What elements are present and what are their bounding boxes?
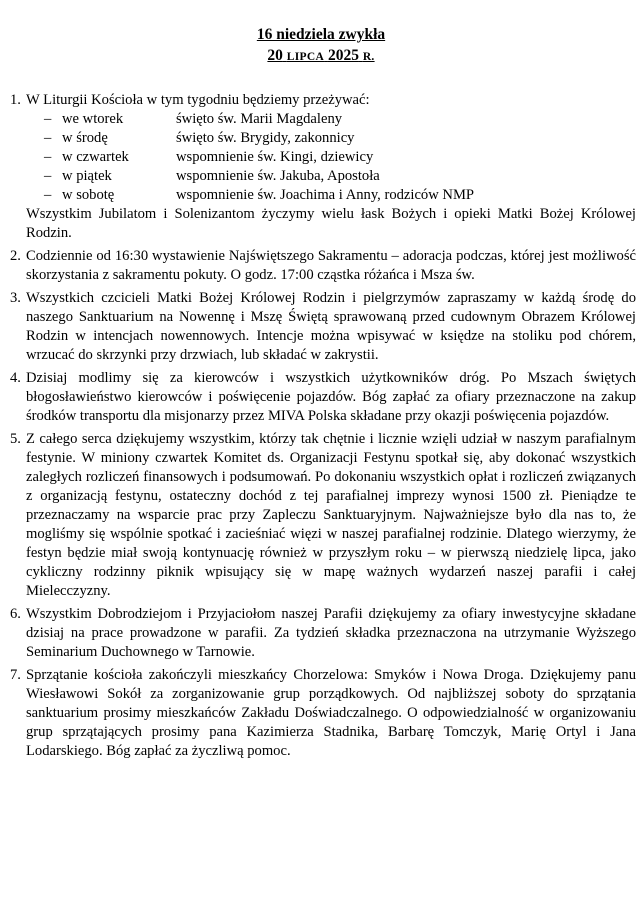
day-name: w sobotę <box>62 187 115 203</box>
announcement-text: Sprzątanie kościoła zakończyli mieszkańcy Chorzelowa: Smyków i Nowa Droga. Dziękujemy panu Wiesławowi Sokół za zorganizowanie grup porządkowych. Od najbliższej soboty do sprzątania sanktuarium prosimy mieszkańców Zakładu Doświadczalnego. O odpowiedzialność w organizowaniu grup sprzątających prosimy pana Kazimierza Stadnika, Barbarę Tomczyk, Marię Ortyl i Jana Lodarskiego. Bóg zapłać za życzliwą pomoc. <box>26 667 636 759</box>
announcement-6 <box>10 605 636 662</box>
date-day: 20 <box>267 47 283 64</box>
liturgy-day-saturday <box>26 186 636 205</box>
announcements-list <box>10 91 636 765</box>
announcement-7 <box>10 666 636 761</box>
announcement-number: 7. <box>10 667 21 683</box>
announcement-text: Codziennie od 16:30 wystawienie Najświętszego Sakramentu – adoracja podczas, której jest możliwość skorzystania z sakramentu pokuty. O godz. 17:00 cząstka różańca i Msza św. <box>26 248 636 283</box>
announcement-text: Z całego serca dziękujemy wszystkim, którzy tak chętnie i licznie wzięli udział w naszym parafialnym festynie. W miniony czwartek Komitet ds. Organizacji Festynu spotkał się, aby dokonać wszystkich zaległych rozliczeń finansowych i podsumowań. Po dokonaniu wszystkich opłat i rozliczeń związanych z organizacją festynu, ostateczny dochód z tej parafialnej imprezy wynosi 1500 zł. Pieniądze te przeznaczamy na wsparcie prac przy Zapleczu Sanktuaryjnym. Najważniejsze było dla nas to, że mogliśmy się wspólnie spotkać i zacieśniać więzi w naszej parafialnej rodzinie. Dlatego wierzymy, że festyn będzie miał swoją kontynuację również w przyszłym roku – w pierwszą niedzielę lipca, jako cykliczny rodzinny piknik wpisujący się w mapę ważnych wydarzeń naszej parafii i całej Mielecczyzny. <box>26 431 636 599</box>
announcement-number: 4. <box>10 370 21 386</box>
announcement-2 <box>10 247 636 285</box>
liturgy-day-thursday <box>26 148 636 167</box>
day-name: w czwartek <box>62 149 129 165</box>
page-title: 16 niedziela zwykła <box>256 26 386 43</box>
date-suffix: R. <box>362 51 375 63</box>
day-name: w środę <box>62 130 108 146</box>
date-year: 2025 <box>327 47 359 64</box>
announcement-number: 3. <box>10 290 21 306</box>
liturgy-day-wednesday <box>26 129 636 148</box>
day-event: święto św. Marii Magdaleny <box>176 111 343 127</box>
liturgy-intro: W Liturgii Kościoła w tym tygodniu będziemy przeżywać: <box>26 92 370 108</box>
announcement-number: 5. <box>10 431 21 447</box>
date-month: LIPCA <box>286 51 325 63</box>
dash-bullet: – <box>44 149 52 165</box>
day-event: święto św. Brygidy, zakonnicy <box>176 130 355 146</box>
jubilee-wishes: Wszystkim Jubilatom i Solenizantom życzymy wielu łask Bożych i opieki Matki Bożej Królowej Rodzin. <box>26 206 636 241</box>
announcement-text: Wszystkich czcicieli Matki Bożej Królowej Rodzin i pielgrzymów zapraszamy w każdą środę do naszego Sanktuarium na Nowennę i Mszę Świętą sprawowaną przed cudownym Obrazem Królowej Rodzin w intencjach nowennowych. Intencje można wpisywać w księdze na stoliku pod chórem, wrzucać do skrzynki przy drzwiach, lub składać w zakrystii. <box>26 290 636 363</box>
announcement-1 <box>10 91 636 243</box>
announcement-number: 6. <box>10 606 21 622</box>
announcement-number: 1. <box>10 92 21 108</box>
liturgy-week-list <box>26 110 636 205</box>
liturgy-day-friday <box>26 167 636 186</box>
day-name: we wtorek <box>62 111 124 127</box>
day-event: wspomnienie św. Joachima i Anny, rodziców NMP <box>176 187 475 203</box>
announcement-text: Dzisiaj modlimy się za kierowców i wszystkich użytkowników dróg. Po Mszach świętych błogosławieństwo kierowców i poświęcenie pojazdów. Bóg zapłać za ofiary przeznaczone na zakup środków transportu dla misjonarzy przez MIVA Polska składane przy okazji poświęcenia pojazdów. <box>26 370 636 424</box>
dash-bullet: – <box>44 130 52 146</box>
dash-bullet: – <box>44 168 52 184</box>
day-name: w piątek <box>62 168 112 184</box>
dash-bullet: – <box>44 187 52 203</box>
liturgy-day-tuesday <box>26 110 636 129</box>
announcement-text: Wszystkim Dobrodziejom i Przyjaciołom naszej Parafii dziękujemy za ofiary inwestycyjne składane dzisiaj na prace prowadzone w parafii. Za tydzień składka przeznaczona na utrzymanie Wyższego Seminarium Duchownego w Tarnowie. <box>26 606 636 660</box>
announcement-5 <box>10 430 636 601</box>
dash-bullet: – <box>44 111 52 127</box>
announcement-3 <box>10 289 636 365</box>
announcement-4 <box>10 369 636 426</box>
bulletin-date <box>0 45 642 68</box>
announcement-number: 2. <box>10 248 21 264</box>
day-event: wspomnienie św. Jakuba, Apostoła <box>176 168 380 184</box>
day-event: wspomnienie św. Kingi, dziewicy <box>176 149 374 165</box>
bulletin-header <box>0 24 642 68</box>
